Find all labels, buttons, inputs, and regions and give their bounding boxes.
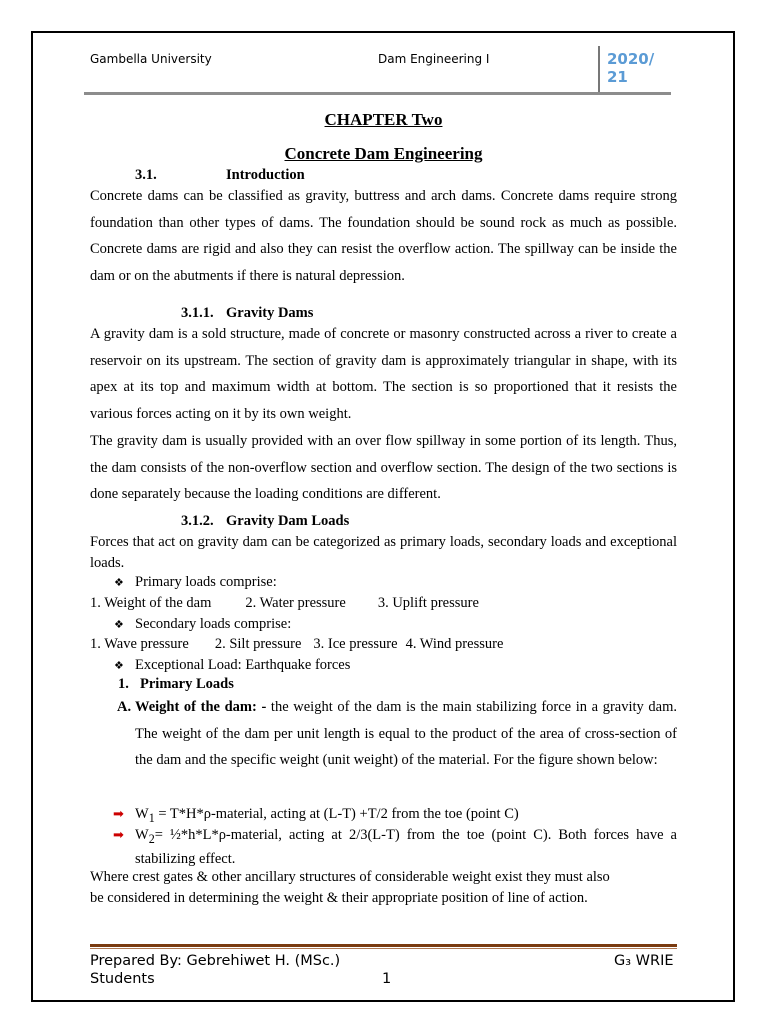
arrow-right-icon: ➡	[113, 827, 124, 842]
item-body: the weight of the dam is the main stabilizing force in a gravity dam. The weight of the dam per unit length is equal to the product of the area of cross-section of the dam and the specific weight (unit weight) of the material. For the figure shown below:	[135, 699, 677, 769]
header-course: Dam Engineering I	[378, 52, 490, 66]
paragraph-gravity-dam-spillway: The gravity dam is usually provided with an over flow spillway in some portion of its length. Thus, the dam consists of the non-overflow section and overflow section. The design of the two sections is done separately because the loading conditions are different.	[90, 433, 677, 503]
text-line: be considered in determining the weight & their appropriate position of line of action.	[90, 889, 588, 906]
footer-prepared-by	[90, 952, 390, 988]
text-line: Where crest gates & other ancillary structures of considerable weight exist they must also	[90, 869, 610, 885]
heading-number: 1.	[118, 676, 129, 692]
list-item: 1. Weight of the dam	[90, 595, 212, 611]
formula-w2	[113, 825, 677, 870]
paragraph-introduction: Concrete dams can be classified as gravity, buttress and arch dams. Concrete dams require strong foundation than other types of dams. The foundation should be sound rock as much as possible. Concrete dams are rigid and also they can resist the overflow action. The spillway can be inside the dam or on the abutments if there is natural depression.	[90, 188, 677, 285]
header-university: Gambella University	[90, 52, 212, 66]
bullet-primary-loads	[114, 572, 277, 593]
primary-loads-list	[90, 593, 479, 613]
header-rule	[84, 92, 671, 95]
diamond-bullet-icon: ❖	[114, 619, 124, 631]
list-item: 2. Silt pressure	[214, 636, 302, 652]
bullet-secondary-loads	[114, 614, 291, 635]
item-marker: A.	[117, 699, 132, 715]
bullet-text: Primary loads comprise:	[135, 574, 277, 590]
diamond-bullet-icon: ❖	[114, 660, 124, 672]
section-number: 3.1.1.	[181, 305, 214, 321]
formula-symbol: W	[135, 806, 149, 822]
paragraph-gravity-dam-definition: A gravity dam is a sold structure, made of concrete or masonry constructed across a river to create a reservoir on its upstream. The section of gravity dam is approximately triangular in shape, with its apex at its top and maximum width at bottom. The section is so proportioned that it resists the various forces acting on it by its own weight.	[90, 326, 677, 423]
footer-students: Students	[90, 971, 155, 987]
bullet-text: Secondary loads comprise:	[135, 616, 292, 632]
section-heading-3-1	[135, 167, 305, 184]
formula-body: = T*H*ρ-material, acting at (L-T) +T/2 from the toe (point C)	[154, 806, 519, 822]
list-item: 3. Ice pressure	[313, 636, 398, 652]
formula-subscript: 2	[148, 831, 155, 846]
page-number: 1	[382, 971, 392, 987]
diamond-bullet-icon: ❖	[114, 577, 124, 589]
formula-symbol: W	[135, 827, 149, 843]
footer-group: G₃ WRIE	[614, 953, 674, 969]
header-divider	[598, 46, 600, 93]
header-year-line2: 21	[607, 68, 628, 86]
footer-rule-thin	[90, 948, 677, 949]
list-item-weight-of-dam	[117, 694, 677, 774]
list-item: 3. Uplift pressure	[377, 595, 479, 611]
item-text	[135, 694, 677, 774]
section-heading-3-1-1	[181, 305, 313, 322]
list-item: 2. Water pressure	[245, 595, 346, 611]
paragraph-crest-gates	[90, 867, 610, 908]
arrow-right-icon: ➡	[113, 806, 124, 821]
section-title: Introduction	[226, 167, 305, 183]
section-heading-3-1-2	[181, 513, 349, 530]
chapter-subtitle: Concrete Dam Engineering	[284, 144, 483, 163]
secondary-loads-list	[90, 634, 503, 654]
footer-author: Prepared By: Gebrehiwet H. (MSc.)	[90, 953, 341, 969]
formula-subscript: 1	[148, 810, 155, 825]
formula-body: = ½*h*L*ρ-material, acting at 2/3(L-T) from the toe (point C). Both forces have a stabilizing effect.	[135, 827, 677, 868]
list-item: 4. Wind pressure	[405, 636, 504, 652]
bullet-exceptional-load	[114, 655, 350, 676]
heading-title: Primary Loads	[140, 676, 234, 692]
bullet-text: Exceptional Load: Earthquake forces	[135, 657, 351, 673]
section-title: Gravity Dam Loads	[226, 513, 350, 529]
heading-primary-loads	[118, 676, 234, 693]
footer-rule	[90, 944, 677, 947]
formula-text	[135, 825, 677, 870]
paragraph-loads-intro: Forces that act on gravity dam can be categorized as primary loads, secondary loads and exceptional loads.	[90, 534, 677, 571]
header-year-line1: 2020/	[607, 50, 655, 68]
section-number: 3.1.2.	[181, 513, 214, 529]
header-year	[607, 50, 667, 86]
section-title: Gravity Dams	[226, 305, 314, 321]
item-title: Weight of the dam: -	[135, 699, 267, 715]
list-item: 1. Wave pressure	[90, 636, 189, 652]
chapter-title: CHAPTER Two	[324, 110, 443, 129]
section-number: 3.1.	[135, 167, 157, 183]
